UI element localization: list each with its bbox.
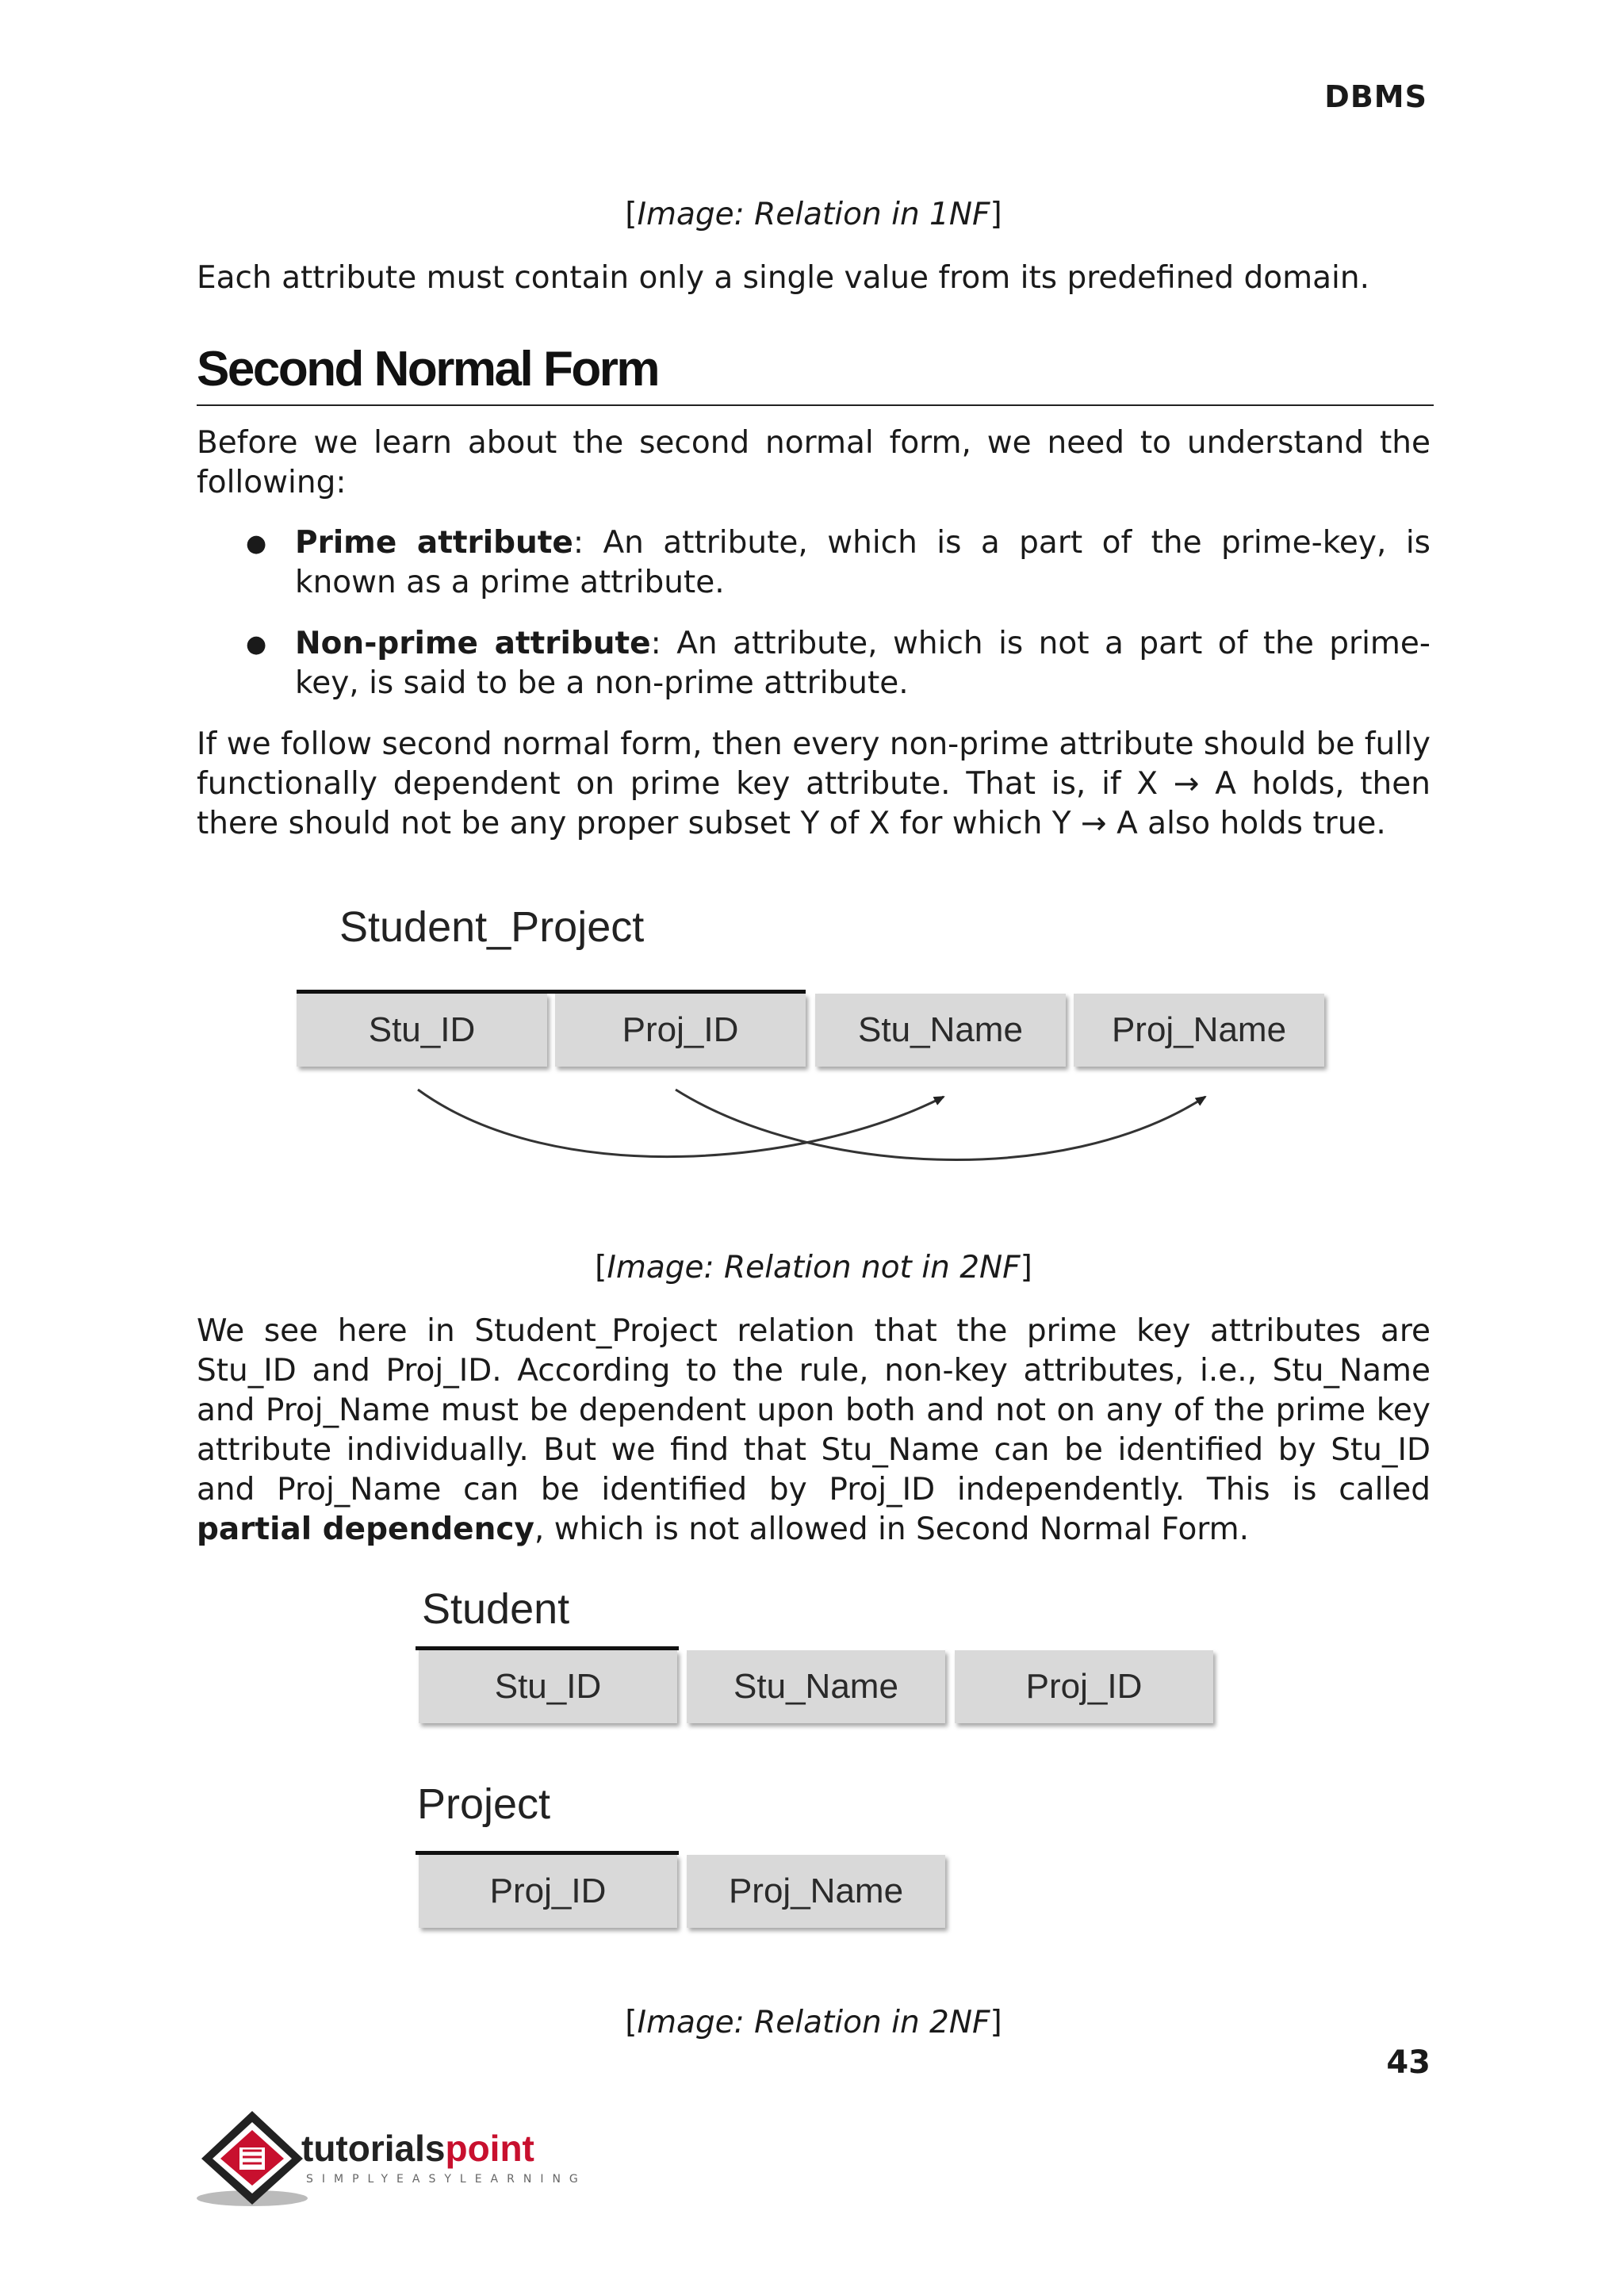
- diagram-title-student: Student: [422, 1585, 570, 1633]
- running-header: DBMS: [1324, 79, 1427, 114]
- definition-prime-attribute: : An attribute, which is a part of the prime-key, is known as a prime attribute.: [295, 525, 1431, 600]
- column-stu-id: Stu_ID: [297, 994, 547, 1067]
- caption-2nf: [Image: Relation in 2NF]: [625, 2005, 1002, 2040]
- caption-1nf-text: Image: Relation in 1NF: [637, 197, 990, 232]
- bullet-dot: ●: [246, 530, 267, 557]
- partial-dependency-term: partial dependency: [197, 1511, 534, 1547]
- student-column-proj-id: Proj_ID: [955, 1650, 1213, 1723]
- explain-paragraph: [197, 1312, 1431, 1550]
- column-proj-id: Proj_ID: [555, 994, 806, 1067]
- arrow-proj-id-to-proj-name: [676, 1090, 1205, 1159]
- caption-1nf: [Image: Relation in 1NF]: [625, 197, 1002, 232]
- explain-text: We see here in Student_Project relation that the prime key attributes are Stu_ID and Proj_ID. According to the rule, non-key attributes, i.e., Stu_Name and Proj_Name must be dependent upon both and not on any of the prime key attribute individually. But we find that Stu_Name can be identified by Stu_ID and Proj_Name can be identified by Proj_ID independently. This is called: [197, 1313, 1431, 1508]
- logo-tagline: SIMPLYEASYLEARNING: [306, 2173, 587, 2186]
- arrow-stu-id-to-stu-name: [418, 1090, 944, 1157]
- term-non-prime-attribute: Non-prime attribute: [295, 626, 651, 661]
- intro-paragraph: Each attribute must contain only a single value from its predefined domain.: [197, 260, 1370, 296]
- column-proj-name: Proj_Name: [1074, 994, 1324, 1067]
- student-column-stu-name: Stu_Name: [687, 1650, 945, 1723]
- section-heading: Second Normal Form: [197, 342, 658, 397]
- caption-2nf-text: Image: Relation in 2NF: [637, 2005, 990, 2040]
- tutorialspoint-logo: [195, 2106, 587, 2209]
- logo-word-accent: point: [445, 2128, 534, 2169]
- diagram-title-project: Project: [417, 1780, 551, 1828]
- project-column-proj-name: Proj_Name: [687, 1855, 945, 1928]
- term-prime-attribute: Prime attribute: [295, 525, 573, 561]
- column-stu-name: Stu_Name: [815, 994, 1066, 1067]
- bullet-dot: ●: [246, 630, 267, 658]
- lead-paragraph: Before we learn about the second normal form, we need to understand the following:: [197, 425, 1431, 500]
- explain-tail: , which is not allowed in Second Normal Form.: [534, 1511, 1250, 1547]
- project-column-proj-id: Proj_ID: [419, 1855, 677, 1928]
- student-column-stu-id: Stu_ID: [419, 1650, 677, 1723]
- definition-non-prime-attribute: : An attribute, which is not a part of the prime-key, is said to be a non-prime attribute.: [295, 626, 1431, 701]
- caption-not-2nf: [Image: Relation not in 2NF]: [595, 1250, 1032, 1285]
- logo-word-main: tutorials: [301, 2128, 446, 2169]
- rule-paragraph: If we follow second normal form, then every non-prime attribute should be fully functionally dependent on prime key attribute. That is, if X → A holds, then there should not be any proper subset Y of X for which Y → A also holds true.: [197, 726, 1431, 841]
- page-number: 43: [1386, 2044, 1431, 2081]
- caption-not-2nf-text: Image: Relation not in 2NF: [607, 1250, 1021, 1285]
- diagram-title-student-project: Student_Project: [339, 903, 645, 951]
- logo-mark-icon: [195, 2106, 314, 2209]
